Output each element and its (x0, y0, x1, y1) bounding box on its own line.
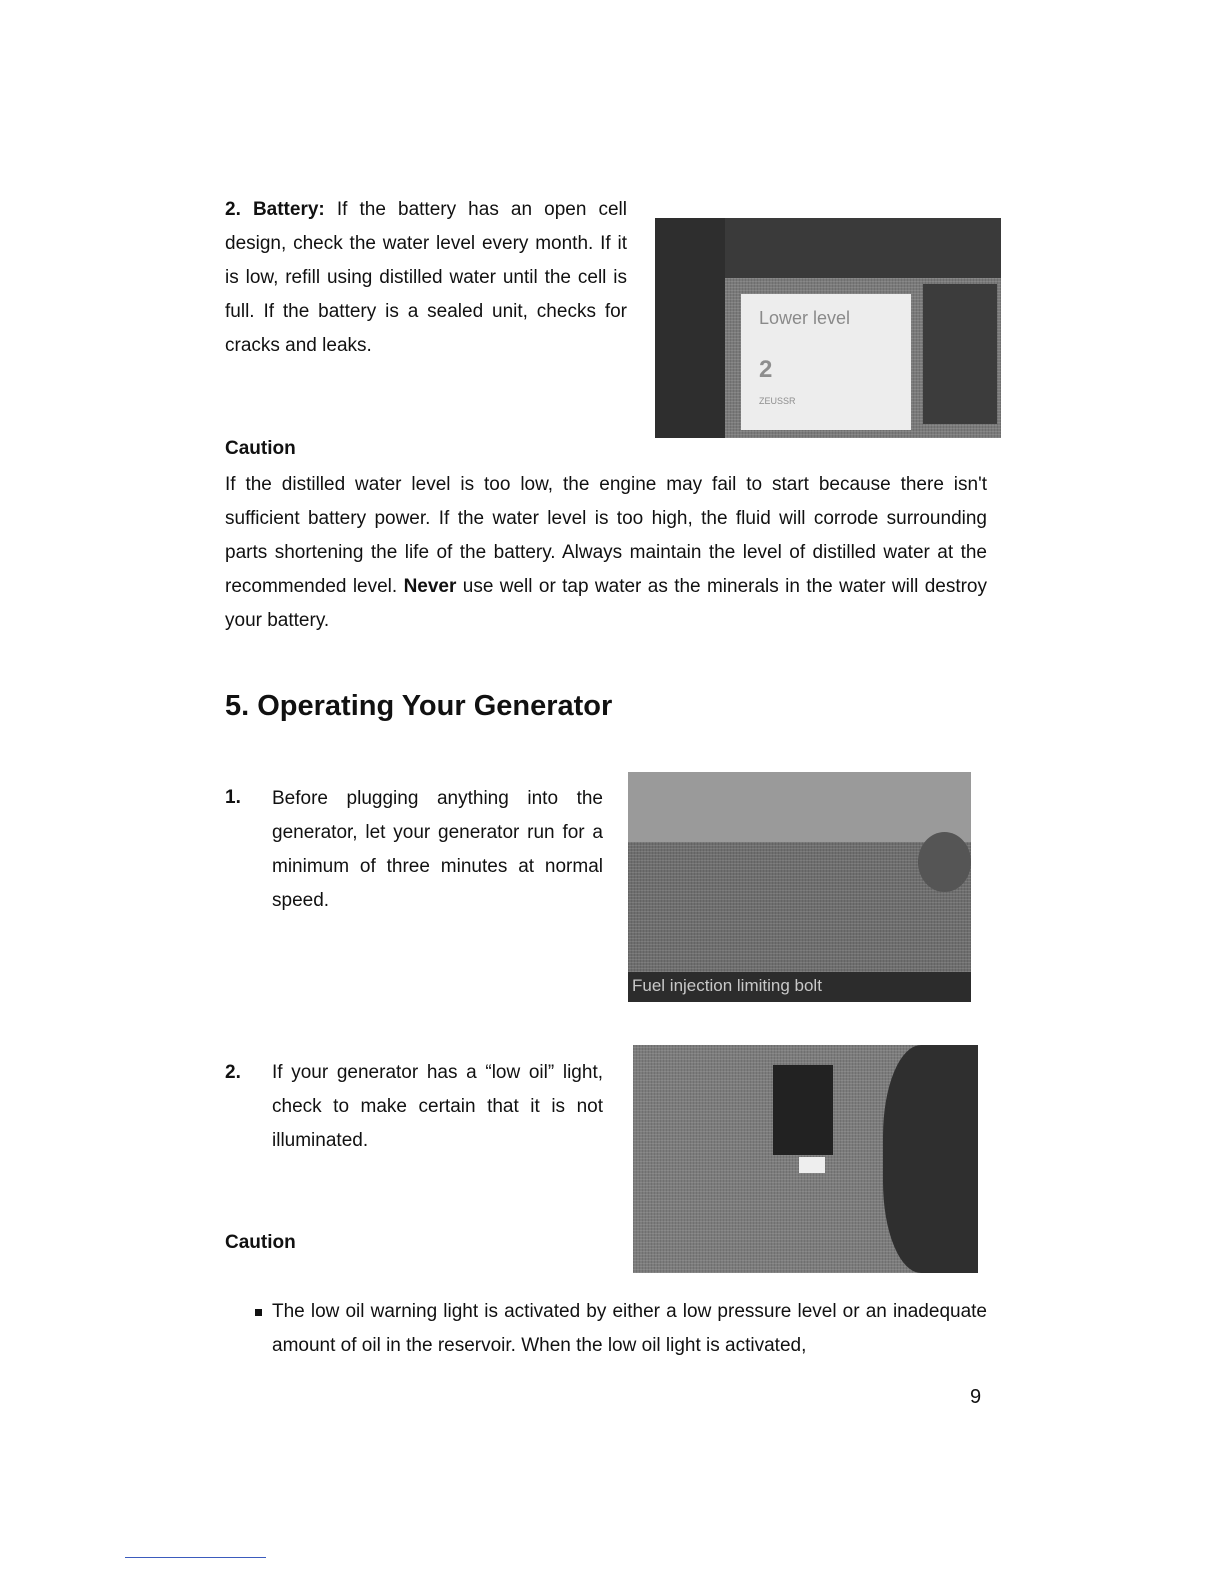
footer-rule (125, 1557, 266, 1558)
section-title: 5. Operating Your Generator (225, 690, 613, 722)
battery-small-text: ZEUSSR (759, 396, 796, 406)
engine-housing-shadow (883, 1045, 978, 1273)
engine-round-part (918, 832, 971, 892)
fuel-bolt-caption: Fuel injection limiting bolt (632, 976, 822, 995)
oil-light-indicator (799, 1157, 825, 1173)
step-2-number: 2. (225, 1062, 241, 1083)
battery-photo (655, 218, 1001, 438)
caution-heading: Caution (225, 438, 296, 459)
page-number: 9 (970, 1386, 982, 1408)
low-oil-bullet-text: The low oil warning light is activated by either a low pressure level or an inadequate amount of oil in the reservoir. When the low oil light is activated, (272, 1301, 987, 1356)
engine-photo (628, 772, 971, 1002)
step-1-text: Before plugging anything into the generator, let your generator run for a minimum of three minutes at normal speed. (272, 788, 603, 911)
battery-left-shadow (655, 218, 725, 438)
caution-paragraph (225, 468, 987, 638)
step-1-number: 1. (225, 787, 241, 808)
engine-caption-bar (628, 972, 971, 1002)
battery-right-component (923, 284, 997, 424)
caution-2-heading: Caution (225, 1232, 296, 1253)
step-2-text: If your generator has a “low oil” light, check to make certain that it is not illuminated. (272, 1062, 603, 1151)
battery-text: If the battery has an open cell design, check the water level every month. If it is low, refill using distilled water until the cell is full. If the battery is a sealed unit, checks for cracks and leaks. (225, 199, 628, 356)
lower-level-label: Lower level (759, 308, 851, 328)
battery-label: 2. Battery: (225, 199, 325, 220)
engine-top-area (628, 772, 971, 842)
battery-mark: 2 (759, 356, 773, 383)
bullet-marker (255, 1309, 262, 1316)
caution-text-after: use well or tap water as the minerals in the water will destroy your battery. (225, 576, 987, 631)
battery-label-area (741, 294, 911, 430)
caution-never: Never (403, 576, 457, 597)
battery-paragraph (225, 193, 627, 363)
oil-light-photo (633, 1045, 978, 1273)
caution-text-before: If the distilled water level is too low, the engine may fail to start because there isn't sufficient battery power. If the water level is too high, the fluid will corrode surrounding parts shortening the life of the battery. Always maintain the level of distilled water at the recommended level. (225, 474, 987, 597)
oil-light-bracket (773, 1065, 833, 1155)
